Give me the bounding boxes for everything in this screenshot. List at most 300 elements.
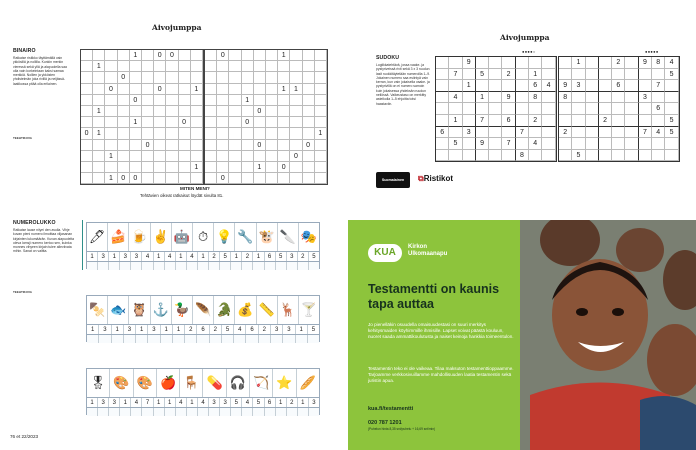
binairo-cell[interactable] bbox=[142, 117, 154, 128]
binairo-cell[interactable] bbox=[179, 84, 191, 95]
answer-cell[interactable] bbox=[142, 408, 153, 416]
numerolukko-row-2[interactable] bbox=[86, 295, 320, 342]
binairo-cell[interactable]: 1 bbox=[278, 84, 290, 95]
binairo-cell[interactable] bbox=[81, 72, 93, 83]
binairo-cell[interactable] bbox=[93, 117, 105, 128]
binairo-cell[interactable] bbox=[105, 50, 117, 61]
binairo-cell[interactable] bbox=[154, 106, 166, 117]
sudoku-cell[interactable] bbox=[542, 57, 555, 69]
answer-cell[interactable] bbox=[99, 335, 111, 343]
binairo-cell[interactable] bbox=[118, 84, 130, 95]
sudoku-cell[interactable]: 2 bbox=[559, 127, 572, 139]
sudoku-cell[interactable] bbox=[542, 150, 555, 162]
answer-cell[interactable] bbox=[198, 262, 209, 270]
sudoku-cell[interactable] bbox=[639, 103, 652, 115]
sudoku-cell[interactable] bbox=[542, 127, 555, 139]
binairo-cell[interactable] bbox=[315, 117, 327, 128]
binairo-cell[interactable] bbox=[142, 72, 154, 83]
sudoku-cell[interactable] bbox=[489, 92, 502, 104]
sudoku-cell[interactable] bbox=[559, 150, 572, 162]
sudoku-cell[interactable] bbox=[652, 92, 665, 104]
sudoku-cell[interactable] bbox=[665, 138, 678, 150]
sudoku-cell[interactable] bbox=[559, 115, 572, 127]
sudoku-cell[interactable] bbox=[625, 150, 638, 162]
ad-link[interactable]: kua.fi/testamentti bbox=[368, 406, 414, 412]
sudoku-cell[interactable] bbox=[489, 127, 502, 139]
sudoku-cell[interactable]: 7 bbox=[639, 127, 652, 139]
answer-cell[interactable] bbox=[253, 262, 264, 270]
binairo-cell[interactable] bbox=[205, 162, 217, 173]
sudoku-cell[interactable]: 1 bbox=[449, 115, 462, 127]
binairo-cell[interactable] bbox=[191, 50, 203, 61]
sudoku-cell[interactable] bbox=[612, 150, 625, 162]
sudoku-cell[interactable] bbox=[489, 115, 502, 127]
binairo-cell[interactable] bbox=[278, 106, 290, 117]
sudoku-cell[interactable]: 6 bbox=[436, 127, 449, 139]
answer-cell[interactable] bbox=[131, 262, 142, 270]
binairo-cell[interactable] bbox=[191, 151, 203, 162]
binairo-cell[interactable] bbox=[105, 140, 117, 151]
binairo-cell[interactable] bbox=[242, 173, 254, 184]
sudoku-cell[interactable] bbox=[542, 69, 555, 81]
sudoku-cell[interactable] bbox=[625, 127, 638, 139]
binairo-cell[interactable] bbox=[130, 128, 142, 139]
answer-cell[interactable] bbox=[271, 335, 283, 343]
binairo-cell[interactable]: 1 bbox=[315, 128, 327, 139]
binairo-cell[interactable] bbox=[205, 140, 217, 151]
answer-cell[interactable] bbox=[276, 408, 287, 416]
sudoku-cell[interactable]: 5 bbox=[572, 150, 585, 162]
binairo-cell[interactable] bbox=[278, 95, 290, 106]
binairo-cell[interactable] bbox=[303, 106, 315, 117]
binairo-cell[interactable] bbox=[217, 106, 229, 117]
binairo-cell[interactable] bbox=[81, 95, 93, 106]
binairo-cell[interactable] bbox=[142, 106, 154, 117]
answer-cell[interactable] bbox=[283, 335, 295, 343]
binairo-cell[interactable] bbox=[217, 140, 229, 151]
binairo-cell[interactable] bbox=[93, 50, 105, 61]
answer-cell[interactable] bbox=[109, 408, 120, 416]
binairo-cell[interactable] bbox=[191, 140, 203, 151]
binairo-cell[interactable] bbox=[81, 117, 93, 128]
answer-cell[interactable] bbox=[154, 408, 165, 416]
binairo-cell[interactable] bbox=[191, 61, 203, 72]
answer-cell[interactable] bbox=[308, 335, 319, 343]
answer-cell[interactable] bbox=[176, 408, 187, 416]
binairo-cell[interactable]: 1 bbox=[290, 84, 302, 95]
binairo-cell[interactable] bbox=[205, 117, 217, 128]
sudoku-cell[interactable] bbox=[529, 150, 542, 162]
binairo-cell[interactable]: 1 bbox=[191, 162, 203, 173]
sudoku-cell[interactable]: 6 bbox=[502, 115, 515, 127]
binairo-cell[interactable] bbox=[229, 117, 241, 128]
sudoku-cell[interactable] bbox=[599, 57, 612, 69]
sudoku-cell[interactable] bbox=[529, 103, 542, 115]
binairo-cell[interactable] bbox=[242, 84, 254, 95]
binairo-cell[interactable] bbox=[290, 128, 302, 139]
binairo-cell[interactable] bbox=[130, 140, 142, 151]
sudoku-cell[interactable]: 7 bbox=[502, 138, 515, 150]
binairo-cell[interactable]: 0 bbox=[242, 117, 254, 128]
sudoku-cell[interactable] bbox=[542, 103, 555, 115]
sudoku-grid-b[interactable] bbox=[558, 56, 680, 162]
answer-cell[interactable] bbox=[173, 335, 185, 343]
binairo-cell[interactable] bbox=[191, 72, 203, 83]
binairo-cell[interactable] bbox=[166, 61, 178, 72]
sudoku-cell[interactable] bbox=[599, 69, 612, 81]
binairo-cell[interactable]: 0 bbox=[254, 140, 266, 151]
answer-cell[interactable] bbox=[265, 262, 276, 270]
sudoku-cell[interactable] bbox=[436, 103, 449, 115]
binairo-cell[interactable] bbox=[93, 84, 105, 95]
binairo-cell[interactable]: 0 bbox=[303, 140, 315, 151]
sudoku-cell[interactable] bbox=[463, 150, 476, 162]
binairo-cell[interactable] bbox=[205, 128, 217, 139]
binairo-cell[interactable] bbox=[142, 61, 154, 72]
binairo-cell[interactable] bbox=[105, 72, 117, 83]
binairo-cell[interactable] bbox=[81, 162, 93, 173]
binairo-cell[interactable] bbox=[205, 61, 217, 72]
sudoku-cell[interactable] bbox=[612, 115, 625, 127]
sudoku-cell[interactable] bbox=[572, 115, 585, 127]
binairo-cell[interactable] bbox=[142, 50, 154, 61]
binairo-cell[interactable] bbox=[179, 61, 191, 72]
binairo-cell[interactable] bbox=[278, 140, 290, 151]
binairo-cell[interactable]: 1 bbox=[105, 173, 117, 184]
sudoku-cell[interactable] bbox=[436, 138, 449, 150]
binairo-cell[interactable]: 0 bbox=[142, 140, 154, 151]
binairo-cell[interactable] bbox=[229, 106, 241, 117]
sudoku-cell[interactable]: 1 bbox=[476, 92, 489, 104]
binairo-cell[interactable] bbox=[166, 117, 178, 128]
binairo-cell[interactable] bbox=[278, 117, 290, 128]
sudoku-cell[interactable]: 5 bbox=[665, 127, 678, 139]
sudoku-cell[interactable] bbox=[502, 57, 515, 69]
sudoku-cell[interactable] bbox=[476, 80, 489, 92]
sudoku-cell[interactable] bbox=[476, 103, 489, 115]
binairo-cell[interactable] bbox=[254, 173, 266, 184]
sudoku-cell[interactable] bbox=[436, 80, 449, 92]
binairo-cell[interactable]: 0 bbox=[154, 50, 166, 61]
sudoku-cell[interactable] bbox=[599, 127, 612, 139]
binairo-cell[interactable] bbox=[179, 173, 191, 184]
binairo-cell[interactable] bbox=[166, 95, 178, 106]
binairo-cell[interactable] bbox=[315, 151, 327, 162]
answer-cell[interactable] bbox=[287, 262, 298, 270]
sudoku-cell[interactable]: 9 bbox=[502, 92, 515, 104]
binairo-grid-a[interactable] bbox=[80, 49, 204, 185]
binairo-cell[interactable] bbox=[166, 84, 178, 95]
sudoku-cell[interactable] bbox=[625, 92, 638, 104]
sudoku-cell[interactable] bbox=[489, 80, 502, 92]
sudoku-cell[interactable] bbox=[639, 138, 652, 150]
binairo-cell[interactable] bbox=[142, 95, 154, 106]
binairo-cell[interactable]: 0 bbox=[166, 50, 178, 61]
sudoku-cell[interactable]: 5 bbox=[665, 69, 678, 81]
ad-phone[interactable]: 020 787 1201 bbox=[368, 420, 402, 426]
binairo-cell[interactable] bbox=[303, 84, 315, 95]
binairo-cell[interactable] bbox=[290, 95, 302, 106]
binairo-cell[interactable] bbox=[266, 128, 278, 139]
sudoku-cell[interactable] bbox=[476, 57, 489, 69]
binairo-cell[interactable] bbox=[254, 61, 266, 72]
binairo-cell[interactable] bbox=[217, 151, 229, 162]
binairo-cell[interactable] bbox=[303, 117, 315, 128]
binairo-cell[interactable] bbox=[166, 72, 178, 83]
answer-cell[interactable] bbox=[209, 262, 220, 270]
binairo-cell[interactable] bbox=[315, 84, 327, 95]
sudoku-cell[interactable] bbox=[516, 92, 529, 104]
sudoku-cell[interactable] bbox=[665, 92, 678, 104]
answer-cell[interactable] bbox=[98, 262, 109, 270]
binairo-cell[interactable] bbox=[303, 173, 315, 184]
sudoku-cell[interactable] bbox=[652, 69, 665, 81]
binairo-cell[interactable] bbox=[81, 84, 93, 95]
binairo-cell[interactable] bbox=[266, 173, 278, 184]
binairo-cell[interactable] bbox=[81, 61, 93, 72]
binairo-cell[interactable] bbox=[229, 162, 241, 173]
binairo-cell[interactable] bbox=[266, 50, 278, 61]
sudoku-cell[interactable] bbox=[625, 57, 638, 69]
sudoku-cell[interactable] bbox=[489, 103, 502, 115]
binairo-cell[interactable] bbox=[266, 72, 278, 83]
answer-cell[interactable] bbox=[197, 335, 209, 343]
sudoku-cell[interactable]: 4 bbox=[529, 138, 542, 150]
answer-cell[interactable] bbox=[120, 262, 131, 270]
binairo-cell[interactable] bbox=[303, 95, 315, 106]
binairo-cell[interactable] bbox=[315, 173, 327, 184]
sudoku-cell[interactable] bbox=[599, 103, 612, 115]
binairo-cell[interactable] bbox=[81, 50, 93, 61]
binairo-cell[interactable]: 1 bbox=[93, 128, 105, 139]
answer-cell[interactable] bbox=[142, 262, 153, 270]
binairo-cell[interactable] bbox=[118, 61, 130, 72]
sudoku-cell[interactable] bbox=[639, 69, 652, 81]
binairo-cell[interactable] bbox=[290, 72, 302, 83]
sudoku-cell[interactable] bbox=[449, 80, 462, 92]
sudoku-cell[interactable]: 3 bbox=[572, 80, 585, 92]
sudoku-cell[interactable] bbox=[652, 115, 665, 127]
binairo-cell[interactable]: 0 bbox=[179, 117, 191, 128]
sudoku-cell[interactable] bbox=[586, 115, 599, 127]
binairo-cell[interactable] bbox=[242, 72, 254, 83]
answer-cell[interactable] bbox=[210, 335, 222, 343]
binairo-cell[interactable] bbox=[142, 151, 154, 162]
sudoku-cell[interactable] bbox=[625, 80, 638, 92]
binairo-cell[interactable] bbox=[205, 173, 217, 184]
sudoku-cell[interactable] bbox=[516, 69, 529, 81]
answer-cell[interactable] bbox=[242, 262, 253, 270]
sudoku-cell[interactable] bbox=[586, 103, 599, 115]
sudoku-cell[interactable]: 6 bbox=[612, 80, 625, 92]
answer-cell[interactable] bbox=[109, 262, 120, 270]
sudoku-cell[interactable] bbox=[516, 138, 529, 150]
binairo-cell[interactable]: 0 bbox=[105, 84, 117, 95]
binairo-cell[interactable] bbox=[205, 72, 217, 83]
answer-cell[interactable] bbox=[185, 335, 197, 343]
sudoku-cell[interactable] bbox=[559, 103, 572, 115]
sudoku-cell[interactable]: 9 bbox=[559, 80, 572, 92]
binairo-cell[interactable] bbox=[217, 95, 229, 106]
binairo-cell[interactable]: 1 bbox=[242, 95, 254, 106]
answer-cell[interactable] bbox=[187, 262, 198, 270]
binairo-cell[interactable] bbox=[179, 162, 191, 173]
sudoku-cell[interactable]: 2 bbox=[599, 115, 612, 127]
binairo-cell[interactable]: 0 bbox=[290, 151, 302, 162]
binairo-cell[interactable] bbox=[217, 84, 229, 95]
answer-cell[interactable] bbox=[231, 262, 242, 270]
binairo-cell[interactable] bbox=[154, 151, 166, 162]
binairo-cell[interactable]: 0 bbox=[130, 95, 142, 106]
binairo-cell[interactable] bbox=[242, 140, 254, 151]
answer-cell[interactable] bbox=[165, 262, 176, 270]
sudoku-cell[interactable]: 5 bbox=[476, 69, 489, 81]
sudoku-cell[interactable] bbox=[572, 69, 585, 81]
sudoku-cell[interactable]: 9 bbox=[476, 138, 489, 150]
answer-cell[interactable] bbox=[253, 408, 264, 416]
sudoku-cell[interactable] bbox=[529, 127, 542, 139]
binairo-cell[interactable] bbox=[166, 151, 178, 162]
binairo-cell[interactable] bbox=[81, 140, 93, 151]
binairo-cell[interactable] bbox=[229, 95, 241, 106]
sudoku-cell[interactable] bbox=[586, 92, 599, 104]
binairo-cell[interactable] bbox=[254, 117, 266, 128]
binairo-cell[interactable] bbox=[278, 173, 290, 184]
binairo-cell[interactable] bbox=[242, 151, 254, 162]
binairo-cell[interactable] bbox=[118, 117, 130, 128]
sudoku-cell[interactable] bbox=[502, 103, 515, 115]
sudoku-cell[interactable] bbox=[502, 127, 515, 139]
binairo-cell[interactable] bbox=[229, 50, 241, 61]
sudoku-cell[interactable] bbox=[559, 69, 572, 81]
answer-cell[interactable] bbox=[87, 408, 98, 416]
sudoku-cell[interactable] bbox=[542, 92, 555, 104]
sudoku-cell[interactable] bbox=[572, 138, 585, 150]
sudoku-cell[interactable] bbox=[599, 92, 612, 104]
binairo-cell[interactable] bbox=[118, 95, 130, 106]
binairo-cell[interactable] bbox=[266, 140, 278, 151]
sudoku-cell[interactable] bbox=[436, 92, 449, 104]
binairo-cell[interactable] bbox=[229, 140, 241, 151]
binairo-cell[interactable] bbox=[105, 162, 117, 173]
sudoku-cell[interactable] bbox=[625, 69, 638, 81]
sudoku-cell[interactable] bbox=[463, 92, 476, 104]
answer-cell[interactable] bbox=[136, 335, 148, 343]
binairo-cell[interactable]: 0 bbox=[118, 72, 130, 83]
sudoku-cell[interactable]: 1 bbox=[572, 57, 585, 69]
binairo-cell[interactable] bbox=[278, 72, 290, 83]
binairo-cell[interactable] bbox=[242, 50, 254, 61]
binairo-cell[interactable] bbox=[242, 162, 254, 173]
sudoku-cell[interactable]: 7 bbox=[516, 127, 529, 139]
binairo-cell[interactable] bbox=[303, 50, 315, 61]
sudoku-cell[interactable] bbox=[599, 138, 612, 150]
sudoku-cell[interactable] bbox=[612, 127, 625, 139]
binairo-cell[interactable] bbox=[303, 162, 315, 173]
numerolukko-row-3[interactable] bbox=[86, 368, 320, 415]
binairo-cell[interactable] bbox=[179, 72, 191, 83]
binairo-cell[interactable]: 0 bbox=[154, 84, 166, 95]
sudoku-cell[interactable] bbox=[572, 103, 585, 115]
sudoku-cell[interactable] bbox=[529, 57, 542, 69]
sudoku-cell[interactable] bbox=[665, 103, 678, 115]
binairo-cell[interactable] bbox=[166, 162, 178, 173]
sudoku-cell[interactable]: 1 bbox=[463, 80, 476, 92]
answer-cell[interactable] bbox=[198, 408, 209, 416]
answer-cell[interactable] bbox=[259, 335, 271, 343]
binairo-cell[interactable] bbox=[290, 140, 302, 151]
sudoku-cell[interactable]: 5 bbox=[449, 138, 462, 150]
binairo-cell[interactable] bbox=[303, 72, 315, 83]
binairo-cell[interactable] bbox=[290, 173, 302, 184]
binairo-cell[interactable] bbox=[191, 117, 203, 128]
binairo-cell[interactable] bbox=[179, 50, 191, 61]
answer-cell[interactable] bbox=[242, 408, 253, 416]
sudoku-cell[interactable] bbox=[463, 138, 476, 150]
binairo-cell[interactable] bbox=[205, 95, 217, 106]
binairo-cell[interactable] bbox=[315, 106, 327, 117]
sudoku-cell[interactable] bbox=[489, 138, 502, 150]
binairo-cell[interactable] bbox=[278, 128, 290, 139]
binairo-cell[interactable] bbox=[266, 162, 278, 173]
sudoku-cell[interactable] bbox=[586, 80, 599, 92]
binairo-cell[interactable] bbox=[81, 151, 93, 162]
binairo-cell[interactable] bbox=[81, 106, 93, 117]
sudoku-cell[interactable] bbox=[586, 57, 599, 69]
binairo-cell[interactable] bbox=[303, 151, 315, 162]
binairo-cell[interactable] bbox=[93, 95, 105, 106]
sudoku-cell[interactable] bbox=[449, 57, 462, 69]
binairo-cell[interactable]: 0 bbox=[217, 173, 229, 184]
binairo-cell[interactable] bbox=[179, 151, 191, 162]
binairo-cell[interactable] bbox=[105, 95, 117, 106]
sudoku-cell[interactable]: 7 bbox=[652, 80, 665, 92]
answer-cell[interactable] bbox=[276, 262, 287, 270]
answer-cell[interactable] bbox=[246, 335, 258, 343]
sudoku-cell[interactable] bbox=[436, 69, 449, 81]
binairo-cell[interactable] bbox=[142, 173, 154, 184]
binairo-cell[interactable] bbox=[254, 151, 266, 162]
sudoku-cell[interactable] bbox=[463, 115, 476, 127]
binairo-cell[interactable] bbox=[191, 106, 203, 117]
binairo-cell[interactable] bbox=[266, 117, 278, 128]
binairo-cell[interactable] bbox=[118, 140, 130, 151]
sudoku-cell[interactable] bbox=[436, 115, 449, 127]
binairo-cell[interactable] bbox=[130, 61, 142, 72]
binairo-cell[interactable]: 1 bbox=[130, 117, 142, 128]
sudoku-cell[interactable] bbox=[572, 92, 585, 104]
binairo-cell[interactable] bbox=[166, 106, 178, 117]
answer-cell[interactable] bbox=[298, 262, 309, 270]
sudoku-cell[interactable] bbox=[586, 138, 599, 150]
answer-cell[interactable] bbox=[187, 408, 198, 416]
sudoku-cell[interactable] bbox=[599, 150, 612, 162]
binairo-cell[interactable] bbox=[130, 151, 142, 162]
sudoku-cell[interactable]: 4 bbox=[652, 127, 665, 139]
sudoku-cell[interactable] bbox=[502, 150, 515, 162]
binairo-cell[interactable] bbox=[242, 128, 254, 139]
binairo-cell[interactable]: 1 bbox=[191, 84, 203, 95]
answer-cell[interactable] bbox=[298, 408, 309, 416]
binairo-cell[interactable] bbox=[217, 61, 229, 72]
sudoku-cell[interactable] bbox=[586, 69, 599, 81]
binairo-cell[interactable] bbox=[154, 72, 166, 83]
sudoku-cell[interactable]: 8 bbox=[559, 92, 572, 104]
answer-cell[interactable] bbox=[234, 335, 246, 343]
binairo-cell[interactable] bbox=[205, 84, 217, 95]
binairo-cell[interactable] bbox=[242, 106, 254, 117]
sudoku-cell[interactable] bbox=[625, 103, 638, 115]
